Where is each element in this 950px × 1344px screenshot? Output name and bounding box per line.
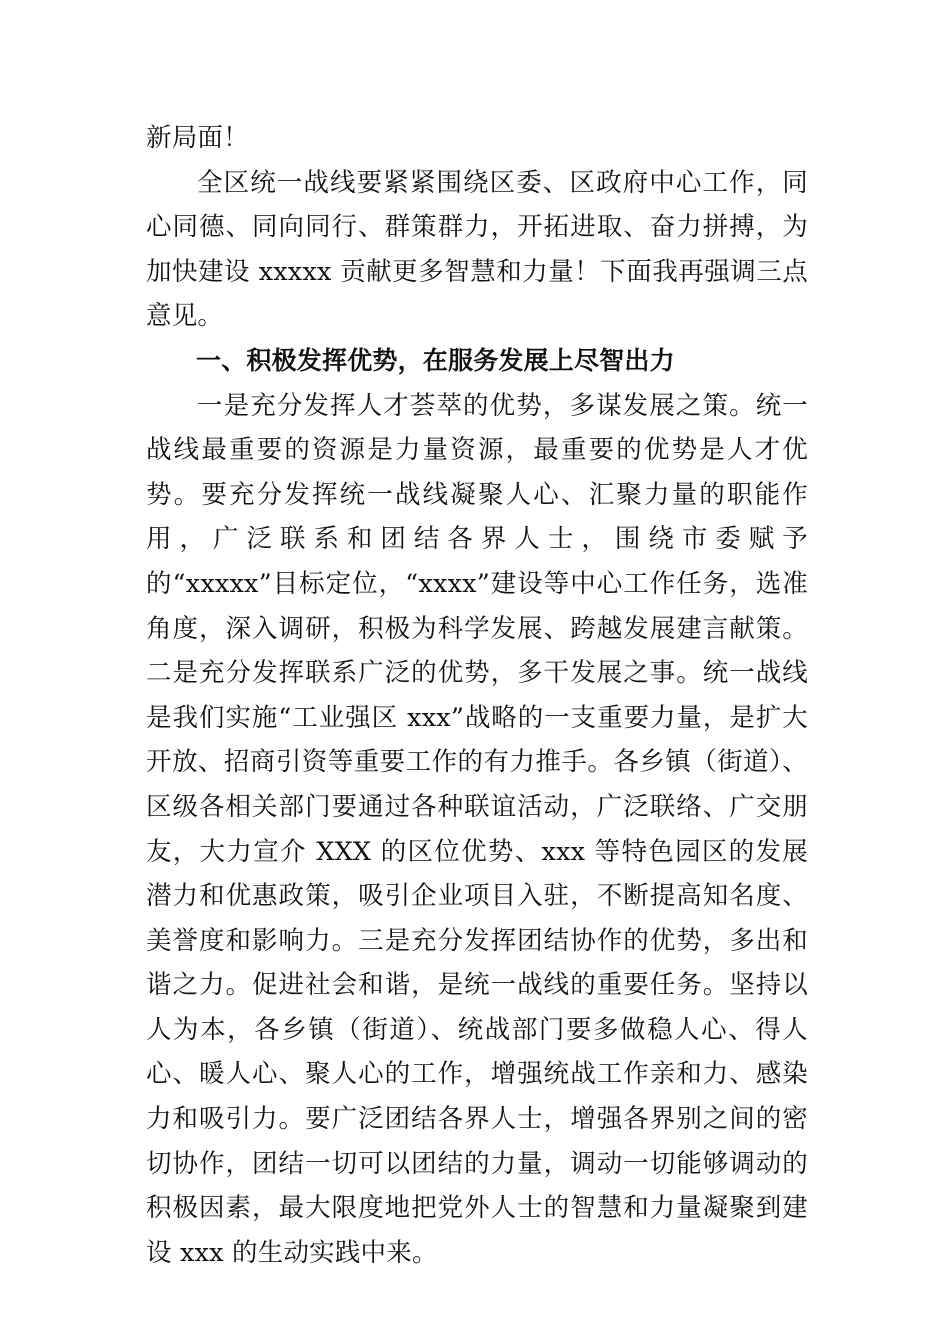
paragraph-section-body: 一是充分发挥人才荟萃的优势，多谋发展之策。统一战线最重要的资源是力量资源，最重要的优势是人才优势。要充分发挥统一战线凝聚人心、汇聚力量的职能作用，广泛联系和团结各界人士，围绕市委赋予的“xxxxx”目标定位，“xxxx”建设等中心工作任务，选准角度，深入调研，积极为科学发展、跨越发展建言献策。二是充分发挥联系广泛的优势，多干发展之事。统一战线是我们实施“工业强区 xxx”战略的一支重要力量，是扩大开放、招商引资等重要工作的有力推手。各乡镇（街道）、区级各相关部门要通过各种联谊活动，广泛联络、广交朋友，大力宣介 XXX 的区位优势、xxx 等特色园区的发展潜力和优惠政策，吸引企业项目入驻，不断提高知名度、美誉度和影响力。三是充分发挥团结协作的优势，多出和谐之力。促进社会和谐，是统一战线的重要任务。坚持以人为本，各乡镇（街道）、统战部门要多做稳人心、得人心、暖人心、聚人心的工作，增强统战工作亲和力、感染力和吸引力。要广泛团结各界人士，增强各界别之间的密切协作，团结一切可以团结的力量，调动一切能够调动的积极因素，最大限度地把党外人士的智慧和力量凝聚到建设 xxx 的生动实践中来。	[146, 390, 808, 1268]
paragraph-continuation: 新局面！	[146, 123, 249, 153]
document-body	[146, 116, 808, 1275]
paragraph-intro: 全区统一战线要紧紧围绕区委、区政府中心工作，同心同德、同向同行、群策群力，开拓进取、奋力拼搏，为加快建设 xxxxx 贡献更多智慧和力量！下面我再强调三点意见。	[146, 167, 808, 332]
section-heading: 一、积极发挥优势，在服务发展上尽智出力	[196, 345, 675, 375]
